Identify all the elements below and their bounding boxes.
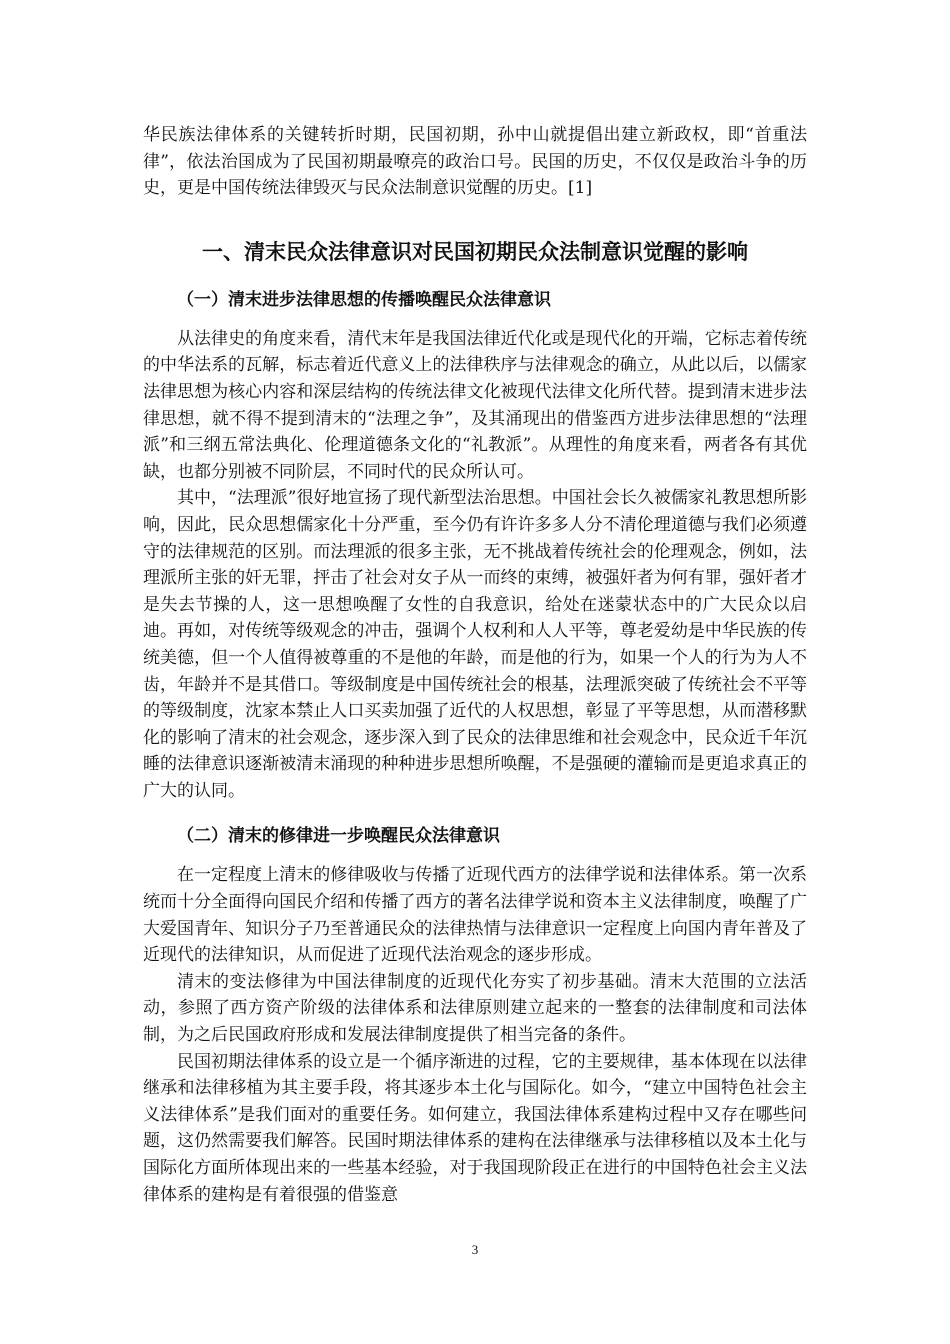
document-body: [143, 122, 807, 1208]
page-number: 3: [471, 1242, 479, 1257]
paragraph: 其中，“法理派”很好地宣扬了现代新型法治思想。中国社会长久被儒家礼教思想所影响，因此，民众思想儒家化十分严重，至今仍有许许多多人分不清伦理道德与我们必须遵守的法律规范的区别。而法理派的很多主张，无不挑战着传统社会的伦理观念，例如，法理派所主张的奸无罪，抨击了社会对女子从一而终的束缚，被强奸者为何有罪，强奸者才是失去节操的人，这一思想唤醒了女性的自我意识，给处在迷蒙状态中的广大民众以启迪。再如，对传统等级观念的冲击，强调个人权利和人人平等，尊老爱幼是中华民族的传统美德，但一个人值得被尊重的不是他的年龄，而是他的行为，如果一个人的行为为人不齿，年龄并不是其借口。等级制度是中国传统社会的根基，法理派突破了传统社会不平等的等级制度，沈家本禁止人口买卖加强了近代的人权思想，彰显了平等思想，从而潜移默化的影响了清末的社会观念，逐步深入到了民众的法律思维和社会观念中，民众近千年沉睡的法律意识逐渐被清末涌现的种种进步思想所唤醒，不是强硬的灌输而是更追求真正的广大的认同。: [143, 488, 807, 801]
paragraph: 从法律史的角度来看，清代末年是我国法律近代化或是现代化的开端，它标志着传统的中华法系的瓦解，标志着近代意义上的法律秩序与法律观念的确立，从此以后，以儒家法律思想为核心内容和深层结构的传统法律文化被现代法律文化所代替。提到清末进步法律思想，就不得不提到清末的“法理之争”，及其涌现出的借鉴西方进步法律思想的“法理派”和三纲五常法典化、伦理道德条文化的“礼教派”。从理性的角度来看，两者各有其优缺，也都分别被不同阶层，不同时代的民众所认可。: [143, 328, 807, 482]
subsection-heading-2: （二）清末的修律进一步唤醒民众法律意识: [177, 826, 500, 847]
intro-paragraph: 华民族法律体系的关键转折时期，民国初期，孙中山就提倡出建立新政权，即“首重法律”，依法治国成为了民国初期最嘹亮的政治口号。民国的历史，不仅仅是政治斗争的历史，更是中国传统法律毁灭与民众法制意识觉醒的历史。[1]: [143, 125, 807, 199]
subsection-heading-1: （一）清末进步法律思想的传播唤醒民众法律意识: [177, 289, 551, 310]
section-heading: 一、清末民众法律意识对民国初期民众法制意识觉醒的影响: [202, 239, 748, 264]
paragraph: 在一定程度上清末的修律吸收与传播了近现代西方的法律学说和法律体系。第一次系统而十分全面得向国民介绍和传播了西方的著名法律学说和资本主义法律制度，唤醒了广大爱国青年、知识分子乃至普通民众的法律热情与法律意识一定程度上向国内青年普及了近现代的法律知识，从而促进了近现代法治观念的逐步形成。: [143, 865, 807, 966]
paragraph: 民国初期法律体系的设立是一个循序渐进的过程，它的主要规律，基本体现在以法律继承和法律移植为其主要手段，将其逐步本土化与国际化。如今，“建立中国特色社会主义法律体系”是我们面对的重要任务。如何建立，我国法律体系建构过程中又存在哪些问题，这仍然需要我们解答。民国时期法律体系的建构在法律继承与法律移植以及本土化与国际化方面所体现出来的一些基本经验，对于我国现阶段正在进行的中国特色社会主义法律体系的建构是有着很强的借鉴意: [143, 1051, 807, 1205]
paragraph: 清末的变法修律为中国法律制度的近现代化夯实了初步基础。清末大范围的立法活动，参照了西方资产阶级的法律体系和法律原则建立起来的一整套的法律制度和司法体制，为之后民国政府形成和发展法律制度提供了相当完备的条件。: [143, 971, 807, 1046]
